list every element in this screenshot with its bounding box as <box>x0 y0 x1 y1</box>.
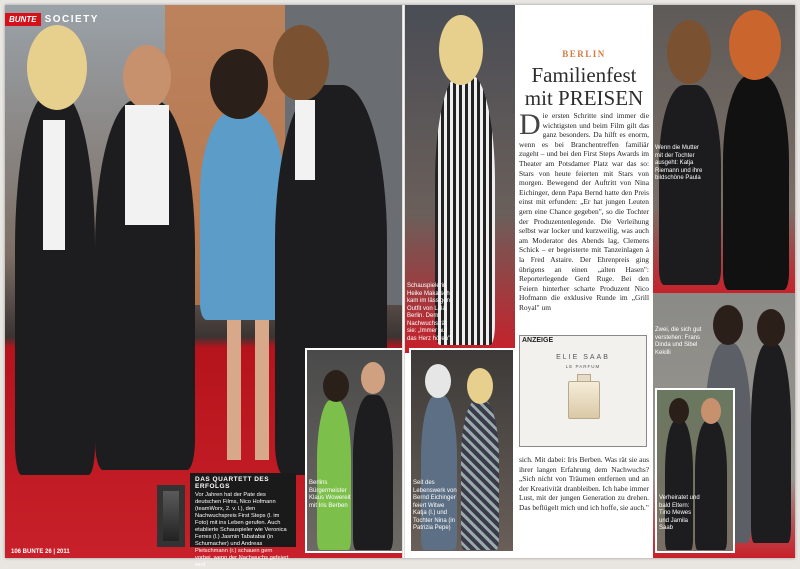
photo-couple <box>655 388 735 553</box>
info-box-title: DAS QUARTETT DES ERFOLGS <box>195 476 270 490</box>
caption-widow: Seit des Lebenswerk von Bernd Eichinger feiert Witwe Katja (l.) und Tochter Nina (in Patrizia Pepe) <box>413 480 457 531</box>
photo-widow <box>409 348 515 553</box>
article-body-text: ie ersten Schritte sind immer die wichtigsten und beim Film gilt das ganz besonders. Da hilft es enorm, wenn es bei Branchentreffen familiär zugeht – und bei den First Steps Awards im Theater am Potsdamer Platz war das so: Stars von heute feierten mit Stars von morgen. Bewegend der Auftritt von Nina Eichinger, denn Papa Bernd hatte den Preis einst mit erfunden: „Er hat jungen Leuten gern eine Chance gegeben", so die Tochter der Produzentenlegende. Die Verleihung selbst war locker und kurzweilig, was auch am Moderator des Abends lag, Clemens Schick – er begeisterte mit Tanzeinlagen à la Fred Astaire. Der Ehrenpreis ging übrigens an einen „alten Hasen": Reporterlegende Gerd Ruge. Bei den Feiern hinterher scharte Produzent Nico Hofmann die exklusive Runde im „Grill Royal" um <box>519 111 649 312</box>
photo-mother-daughter <box>653 5 795 295</box>
article-kicker: BERLIN <box>562 49 606 59</box>
perfume-bottle <box>568 381 600 419</box>
article-title-line2: mit PREISEN <box>524 86 644 110</box>
caption-pregnant: Verheiratet und bald Eltern: Tino Mewes und Jamila Saab <box>659 495 700 531</box>
section-label: SOCIETY <box>44 13 99 25</box>
info-box <box>190 473 296 568</box>
person-head <box>27 25 87 110</box>
article-body-end: sich. Mit dabei: Iris Berben. Was rät sie aus ihrer langen Erfahrung dem Nachwuchs? „Sich nicht von Träumen entfernen und an der Kreativität dranbleiben. Ich habe immer Lust, mit der jungen Generation zu drehen. Das beflügelt mich und ich hoffe, sie auch." <box>519 455 649 512</box>
info-box-text: Vor Jahren hat der Pate des deutschen Films, Nico Hofmann (teamWorx, 2. v. l.), den Nachwuchspreis First Steps (l. im Foto) mit ins Leben gerufen. Auch etablierte Schauspieler wie Veronica Ferres (l.) Jasmin Tabatabai (in Schumacher) und Andreas Pietschmann (r.) schauen gern vorbei, wenn der Nachwuchs gefeiert wird <box>195 492 289 568</box>
award-image <box>157 485 185 547</box>
photo-berben <box>305 348 405 553</box>
ad-box <box>519 335 647 447</box>
caption-mother: Wenn die Mutter mit der Tochter ausgeht: Katja Riemann und ihre bildschöne Paula <box>655 145 703 181</box>
article-column <box>515 43 653 543</box>
photo-heike <box>405 5 515 353</box>
person-jasmin <box>200 110 285 320</box>
ad-product: LE PARFUM <box>565 364 601 369</box>
ad-label: ANZEIGE <box>522 337 554 344</box>
section-header <box>5 9 99 29</box>
article-dropcap: D <box>519 108 541 141</box>
caption-heike: Schauspielerin Heike Makatsch kam im lässigen Outfit von Lala Berlin. Dem Nachwuchs rät sie: „Immer auf das Herz hören" <box>407 283 451 342</box>
article-body <box>519 108 649 312</box>
brand-tag: BUNTE <box>5 13 41 26</box>
caption-berben: Berlins Bürgermeister Klaus Wowereit mit Iris Berben <box>309 480 351 509</box>
magazine-spread <box>5 5 795 568</box>
ad-brand: ELIE SAAB <box>556 354 610 361</box>
article-title-line1: Familienfest <box>531 63 637 87</box>
caption-understand: Zwei, die sich gut verstehen: Frans Dinda und Sibel Kekilli <box>655 327 702 356</box>
page-folio: 106 BUNTE 26 | 2011 <box>11 549 70 555</box>
